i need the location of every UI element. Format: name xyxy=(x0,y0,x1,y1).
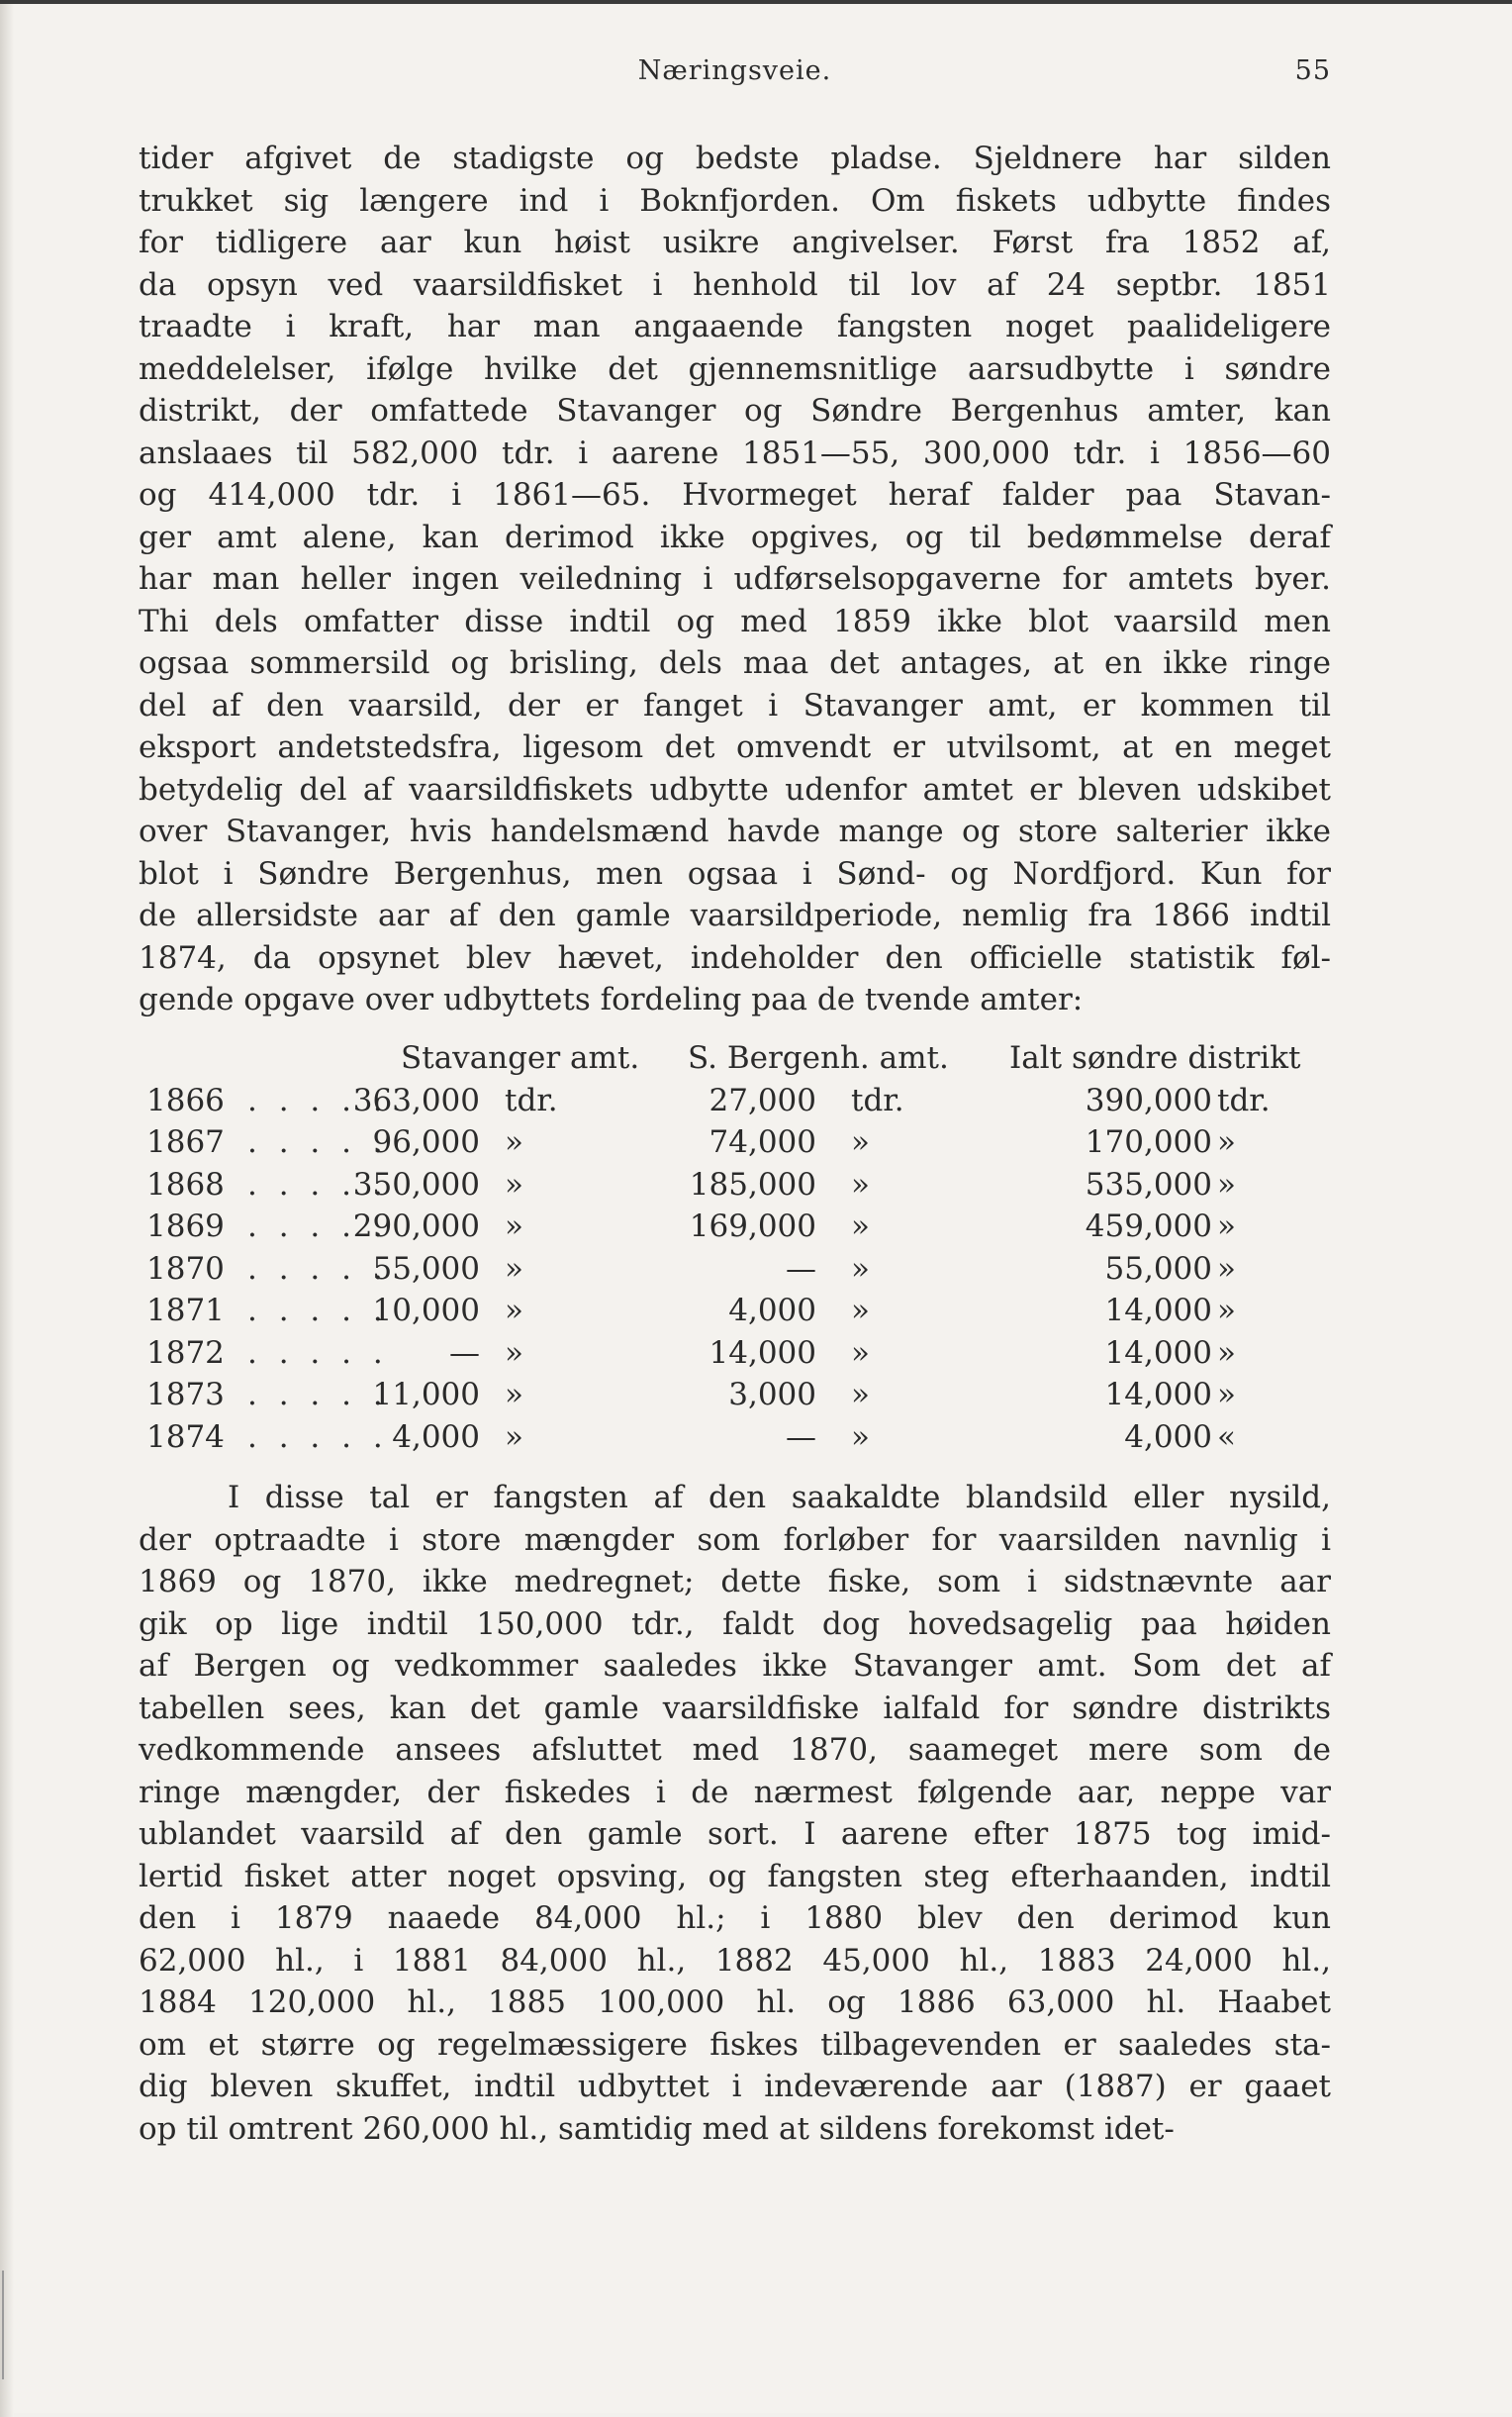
herring-catch-table xyxy=(139,1040,1331,1461)
total-unit: » xyxy=(1217,1293,1236,1328)
text-line: distrikt, der omfattede Stavanger og Søndre Bergenhus amter, kan xyxy=(139,393,1331,429)
text-line: gende opgave over udbyttets fordeling paa de tvende amter: xyxy=(139,982,1084,1017)
text-line: ger amt alene, kan derimod ikke opgives, og til bedømmelse deraf xyxy=(139,519,1331,555)
total-unit: « xyxy=(1217,1418,1236,1455)
text-line: op til omtrent 260,000 hl., samtidig med at sildens forekomst idet- xyxy=(139,2110,1175,2147)
text-line: har man heller ingen veiledning i udførselsopgaverne for amtets byer. xyxy=(139,561,1331,597)
table-row xyxy=(139,1208,1331,1251)
text-line: Thi dels omfatter disse indtil og med 1859 ikke blot vaarsild men xyxy=(139,603,1331,639)
text-line: eksport andetstedsfra, ligesom det omvendt er utvilsomt, at en meget xyxy=(139,729,1331,765)
leader-dots: . . . . . xyxy=(247,1166,389,1203)
leader-dots: . . . . . xyxy=(247,1082,389,1118)
text-line: ogsaa sommersild og brisling, dels maa det antages, at en ikke ringe xyxy=(139,645,1331,681)
stavanger-value: — xyxy=(449,1334,480,1371)
total-value: 14,000 xyxy=(1104,1377,1212,1412)
leader-dots: . . . . . xyxy=(247,1334,389,1371)
text-line: for tidligere aar kun høist usikre angivelser. Først fra 1852 af, xyxy=(139,225,1331,260)
text-line: dig bleven skuffet, indtil udbyttet i indeværende aar (1887) er gaaet xyxy=(139,2069,1331,2104)
bergenhus-unit: tdr. xyxy=(851,1082,904,1118)
stavanger-unit: » xyxy=(505,1293,523,1328)
total-unit: » xyxy=(1217,1377,1236,1412)
table-row xyxy=(139,1419,1331,1462)
bergenhus-value: 3,000 xyxy=(728,1377,816,1412)
table-row xyxy=(139,1083,1331,1125)
text-line: der optraadte i store mængder som forløber for vaarsilden navnlig i xyxy=(139,1521,1331,1558)
text-line: 1874, da opsynet blev hævet, indeholder den officielle statistik føl- xyxy=(139,939,1331,976)
stavanger-value: 55,000 xyxy=(372,1250,480,1287)
stavanger-value: 350,000 xyxy=(352,1166,480,1203)
total-value: 55,000 xyxy=(1104,1250,1212,1287)
text-line: 62,000 hl., i 1881 84,000 hl., 1882 45,000 hl., 1883 24,000 hl., xyxy=(139,1942,1331,1979)
stavanger-value: 96,000 xyxy=(372,1124,480,1160)
bergenhus-unit: » xyxy=(851,1418,870,1455)
leader-dots: . . . . . xyxy=(247,1293,389,1328)
year-cell: 1873 xyxy=(146,1377,225,1412)
text-line: vedkommende ansees afsluttet med 1870, saameget mere som de xyxy=(139,1732,1331,1768)
year-cell: 1867 xyxy=(146,1124,225,1160)
stavanger-unit: » xyxy=(505,1208,523,1244)
text-line: den i 1879 naaede 84,000 hl.; i 1880 blev den derimod kun xyxy=(139,1900,1331,1936)
stavanger-unit: » xyxy=(505,1334,523,1371)
text-line: de allersidste aar af den gamle vaarsildperiode, nemlig fra 1866 indtil xyxy=(139,898,1331,933)
text-line: af Bergen og vedkommer saaledes ikke Stavanger amt. Som det af xyxy=(139,1648,1331,1684)
total-value: 459,000 xyxy=(1085,1208,1212,1244)
table-row xyxy=(139,1335,1331,1378)
bergenhus-unit: » xyxy=(851,1166,870,1203)
total-unit: » xyxy=(1217,1334,1236,1371)
text-line: betydelig del af vaarsildfiskets udbytte udenfor amtet er bleven udskibet xyxy=(139,771,1331,808)
total-unit: tdr. xyxy=(1217,1082,1271,1118)
bergenhus-unit: » xyxy=(851,1250,870,1287)
year-cell: 1871 xyxy=(146,1293,225,1328)
text-line: I disse tal er fangsten af den saakaldte blandsild eller nysild, xyxy=(228,1480,1331,1515)
leader-dots: . . . . . xyxy=(247,1377,389,1412)
text-line: traadte i kraft, har man angaaende fangsten noget paalideligere xyxy=(139,309,1331,344)
year-cell: 1869 xyxy=(146,1208,225,1244)
total-unit: » xyxy=(1217,1124,1236,1160)
bergenhus-unit: » xyxy=(851,1208,870,1244)
bergenhus-value: 14,000 xyxy=(709,1334,816,1371)
bergenhus-unit: » xyxy=(851,1334,870,1371)
bergenhus-value: 169,000 xyxy=(689,1208,816,1244)
text-line: 1869 og 1870, ikke medregnet; dette fiske, som i sidstnævnte aar xyxy=(139,1564,1331,1599)
table-header-row xyxy=(139,1040,1331,1083)
total-value: 14,000 xyxy=(1104,1334,1212,1371)
total-unit: » xyxy=(1217,1166,1236,1203)
year-cell: 1868 xyxy=(146,1166,225,1203)
table-row xyxy=(139,1167,1331,1209)
column-header-bergenhus: S. Bergenh. amt. xyxy=(688,1040,949,1076)
text-line: gik op lige indtil 150,000 tdr., faldt dog hovedsagelig paa høiden xyxy=(139,1605,1331,1642)
table-row xyxy=(139,1251,1331,1294)
page-number: 55 xyxy=(1294,55,1331,86)
text-line: lertid fisket atter noget opsving, og fangsten steg efterhaanden, indtil xyxy=(139,1858,1331,1894)
stavanger-unit: tdr. xyxy=(505,1082,558,1118)
year-cell: 1866 xyxy=(146,1082,225,1118)
table-row xyxy=(139,1293,1331,1335)
stavanger-value: 10,000 xyxy=(372,1293,480,1328)
stavanger-unit: » xyxy=(505,1166,523,1203)
leader-dots: . . . . . xyxy=(247,1208,389,1244)
stavanger-value: 11,000 xyxy=(372,1377,480,1412)
text-line: del af den vaarsild, der er fanget i Stavanger amt, er kommen til xyxy=(139,687,1331,724)
running-title: Næringsveie. xyxy=(637,55,832,86)
table-body xyxy=(139,1083,1331,1462)
text-line: ringe mængder, der fiskedes i de nærmest følgende aar, neppe var xyxy=(139,1774,1331,1810)
stavanger-unit: » xyxy=(505,1418,523,1455)
table-row xyxy=(139,1377,1331,1419)
bergenhus-value: 27,000 xyxy=(709,1082,816,1118)
bergenhus-unit: » xyxy=(851,1377,870,1412)
total-value: 14,000 xyxy=(1104,1293,1212,1328)
total-value: 4,000 xyxy=(1124,1418,1212,1455)
text-line: blot i Søndre Bergenhus, men ogsaa i Sønd- og Nordfjord. Kun for xyxy=(139,855,1331,892)
text-line: og 414,000 tdr. i 1861—65. Hvormeget heraf falder paa Stavan- xyxy=(139,477,1331,513)
total-value: 390,000 xyxy=(1085,1082,1212,1118)
running-header xyxy=(139,55,1331,95)
text-line: da opsyn ved vaarsildfisket i henhold til lov af 24 septbr. 1851 xyxy=(139,266,1331,303)
total-unit: » xyxy=(1217,1208,1236,1244)
year-cell: 1874 xyxy=(146,1418,225,1455)
stavanger-value: 363,000 xyxy=(352,1082,480,1118)
leader-dots: . . . . . xyxy=(247,1250,389,1287)
text-line: 1884 120,000 hl., 1885 100,000 hl. og 1886 63,000 hl. Haabet xyxy=(139,1984,1331,2020)
bergenhus-value: 185,000 xyxy=(689,1166,816,1203)
bergenhus-unit: » xyxy=(851,1124,870,1160)
stavanger-value: 290,000 xyxy=(352,1208,480,1244)
bergenhus-value: — xyxy=(786,1418,816,1455)
total-value: 170,000 xyxy=(1085,1124,1212,1160)
stavanger-unit: » xyxy=(505,1377,523,1412)
table-row xyxy=(139,1124,1331,1167)
bergenhus-unit: » xyxy=(851,1293,870,1328)
year-cell: 1872 xyxy=(146,1334,225,1371)
stavanger-value: 4,000 xyxy=(392,1418,480,1455)
stavanger-unit: » xyxy=(505,1250,523,1287)
leader-dots: . . . . . xyxy=(247,1418,389,1455)
page-binding-edge xyxy=(0,4,14,2417)
column-header-stavanger: Stavanger amt. xyxy=(401,1040,640,1076)
text-line: om et større og regelmæssigere fiskes tilbagevenden er saaledes sta- xyxy=(139,2026,1331,2063)
text-line: tabellen sees, kan det gamle vaarsildfiske ialfald for søndre distrikts xyxy=(139,1690,1331,1726)
leader-dots: . . . . . xyxy=(247,1124,389,1160)
scan-edge-mark xyxy=(2,2271,4,2379)
bergenhus-value: 4,000 xyxy=(728,1293,816,1328)
text-line: trukket sig længere ind i Boknfjorden. Om fiskets udbytte findes xyxy=(139,182,1331,219)
text-line: over Stavanger, hvis handelsmænd havde mange og store salterier ikke xyxy=(139,814,1331,849)
bergenhus-value: 74,000 xyxy=(709,1124,816,1160)
text-line: tider afgivet de stadigste og bedste pladse. Sjeldnere har silden xyxy=(139,141,1331,176)
total-value: 535,000 xyxy=(1085,1166,1212,1203)
text-line: anslaaes til 582,000 tdr. i aarene 1851—55, 300,000 tdr. i 1856—60 xyxy=(139,435,1331,471)
total-unit: » xyxy=(1217,1250,1236,1287)
paragraph-1 xyxy=(139,138,1331,1021)
paragraph-2 xyxy=(139,1477,1331,2150)
year-cell: 1870 xyxy=(146,1250,225,1287)
column-header-total: Ialt søndre distrikt xyxy=(1009,1040,1301,1076)
text-line: meddelelser, ifølge hvilke det gjennemsnitlige aarsudbytte i søndre xyxy=(139,350,1331,387)
text-line: ublandet vaarsild af den gamle sort. I aarene efter 1875 tog imid- xyxy=(139,1816,1331,1852)
bergenhus-value: — xyxy=(786,1250,816,1287)
stavanger-unit: » xyxy=(505,1124,523,1160)
